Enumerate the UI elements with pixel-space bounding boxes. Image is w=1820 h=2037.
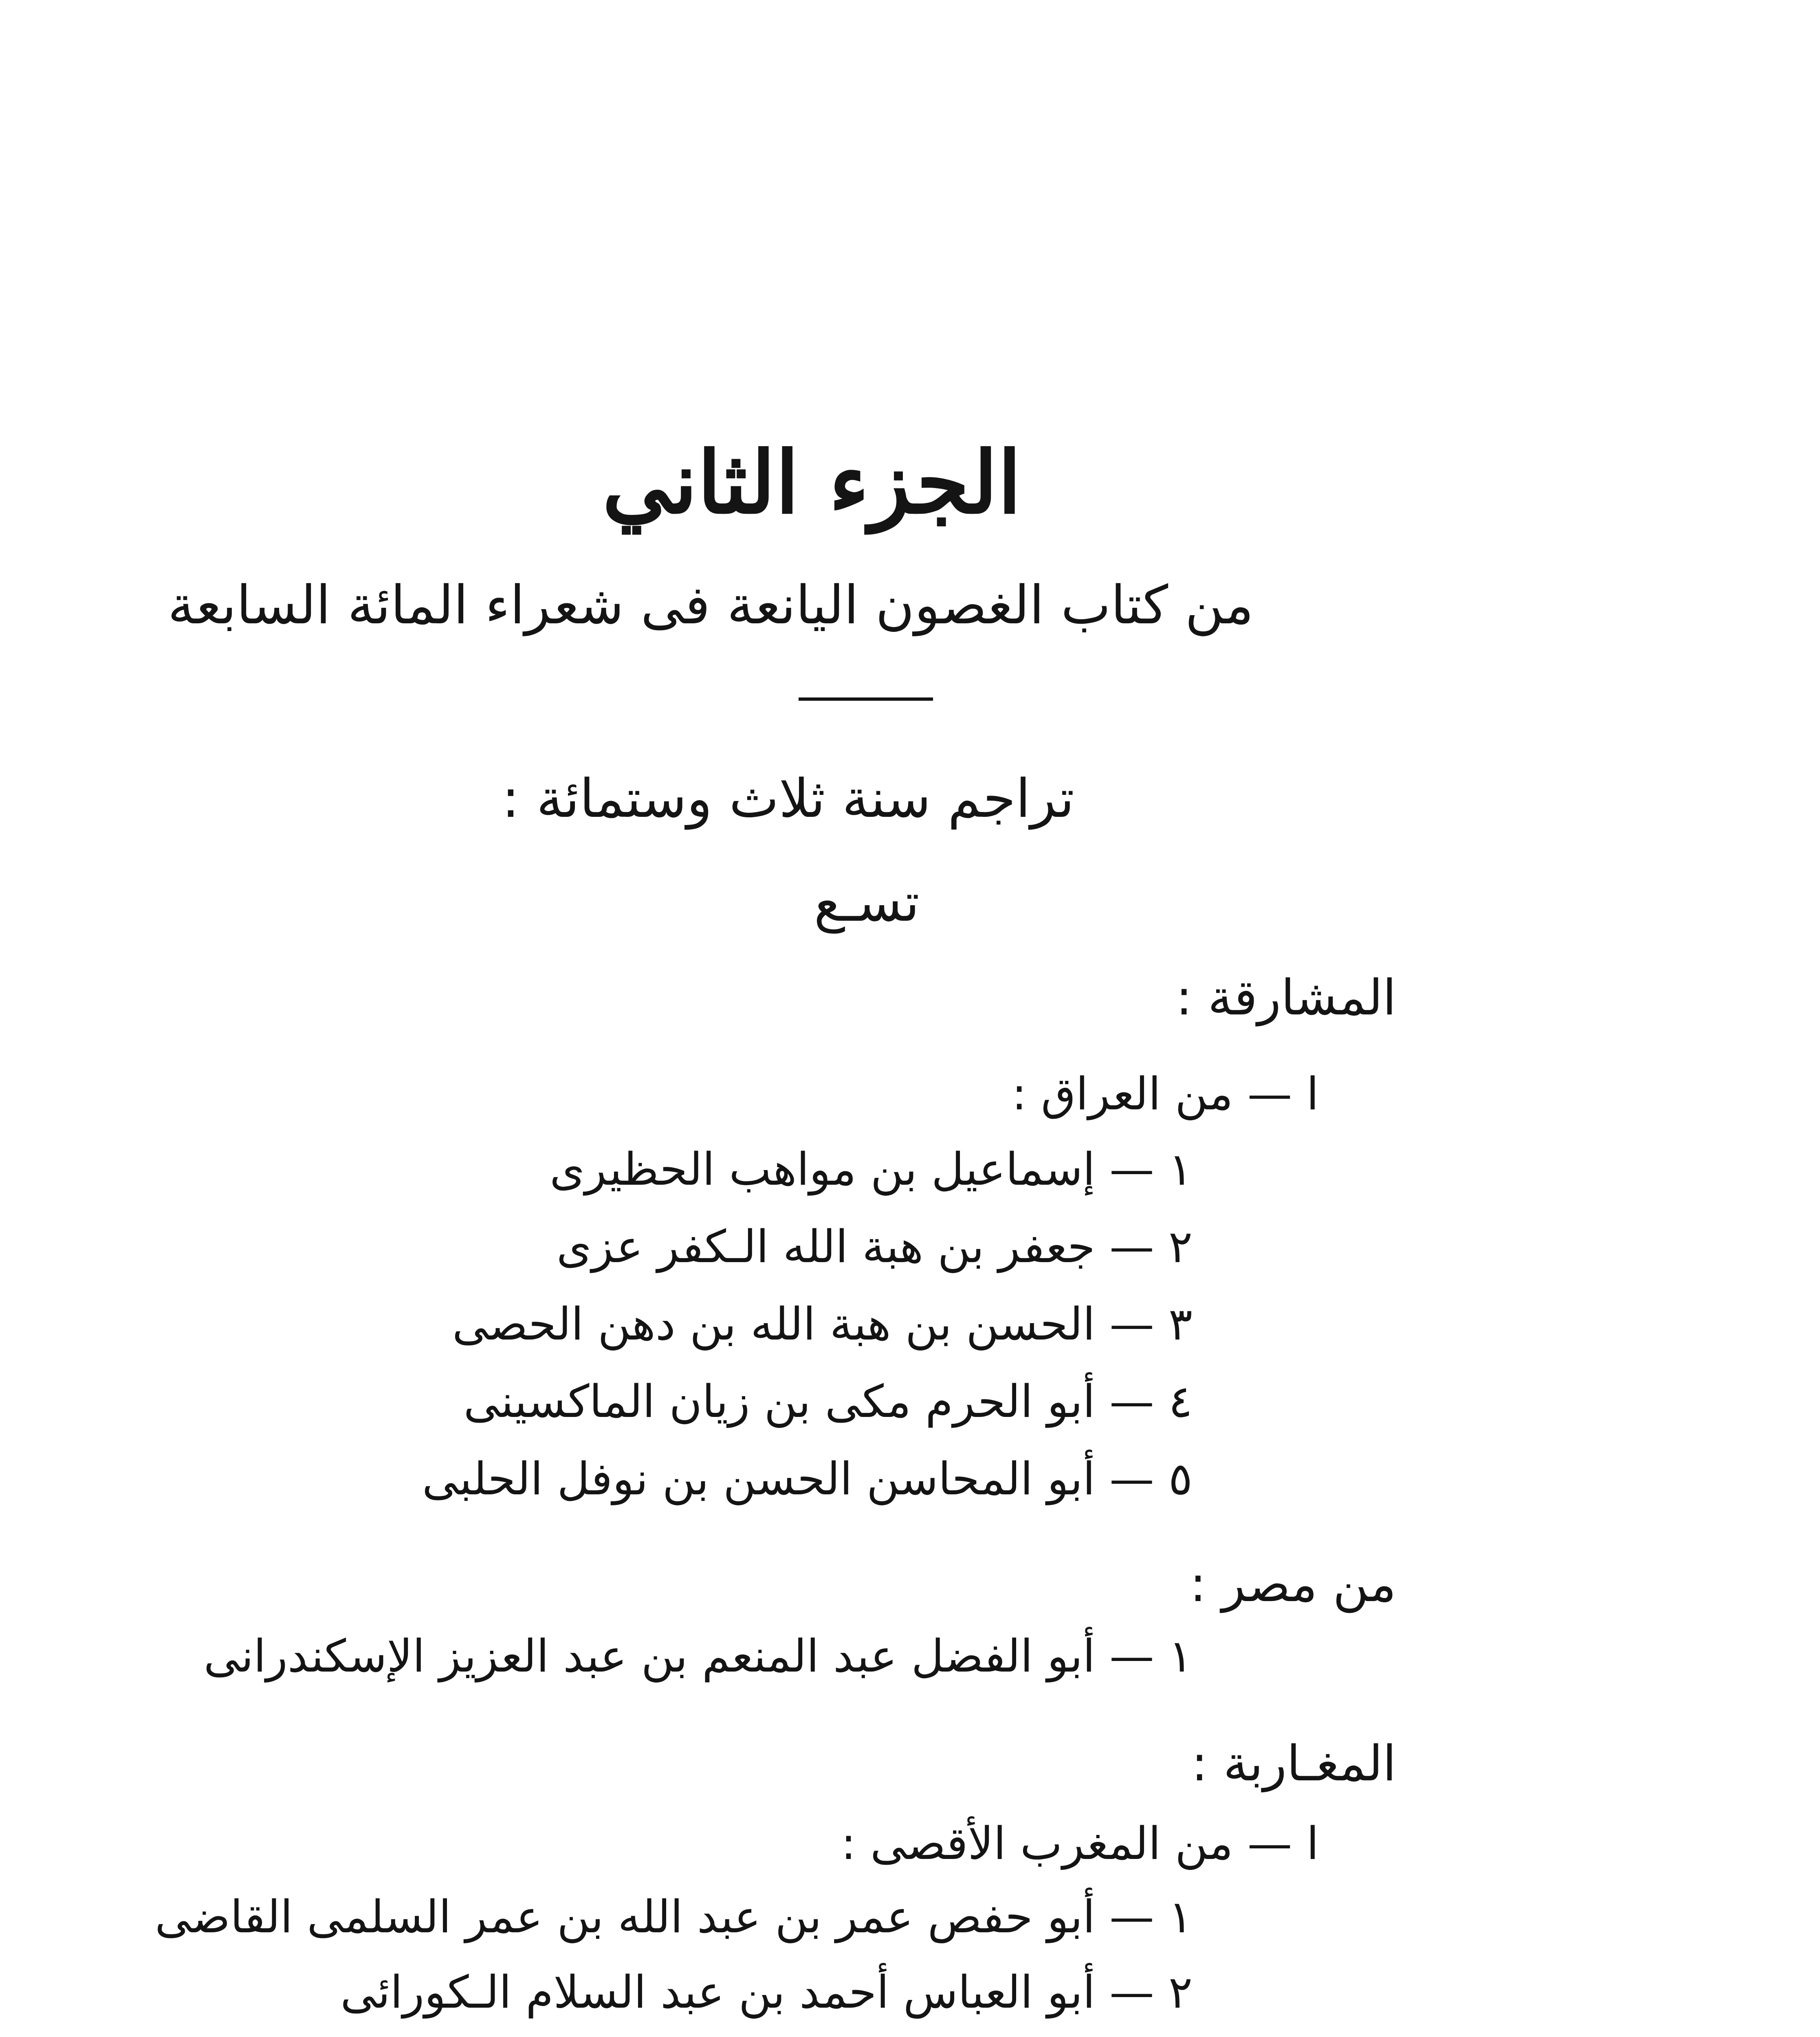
subsection-label-iraq: ا — من العراق :	[1012, 1068, 1319, 1120]
year-heading: تراجم سنة ثلاث وستمائة :	[502, 768, 1074, 829]
section-heading-mashariqa: المشارقة :	[1175, 970, 1396, 1026]
list-item: ٣ — الحسن بن هبة الله بن دهن الحصى	[452, 1298, 1193, 1350]
section-heading-magharba: المغـاربة :	[1191, 1736, 1396, 1792]
entry-count: تسـع	[814, 871, 920, 933]
list-item: ٥ — أبو المحاسن الحسن بن نوفل الحلبى	[422, 1453, 1193, 1505]
list-item: ٢ — جعفر بن هبة الله الـكفر عزى	[556, 1221, 1193, 1273]
list-item: ١ — أبو الفضل عبد المنعم بن عبد العزيز الإسكندرانى	[203, 1630, 1193, 1682]
list-item: ٤ — أبو الحرم مكى بن زيان الماكسينى	[463, 1375, 1193, 1428]
list-item: ٢ — أبو العباس أحمد بن عبد السلام الـكورائى	[340, 1966, 1193, 2018]
subsection-label-aqsa: ا — من المغرب الأقصى :	[841, 1817, 1319, 1870]
list-item: ١ — إسماعيل بن مواهب الحظيرى	[550, 1143, 1193, 1195]
list-item: ١ — أبو حفص عمر بن عبد الله بن عمر السلمى القاضى	[155, 1891, 1193, 1943]
divider-line	[799, 697, 933, 701]
book-subtitle: من كتاب الغصون اليانعة فى شعراء المائة السابعة	[167, 574, 1254, 636]
part-title: الجزء الثاني	[602, 432, 1021, 533]
section-heading-misr: من مصر :	[1190, 1556, 1396, 1613]
